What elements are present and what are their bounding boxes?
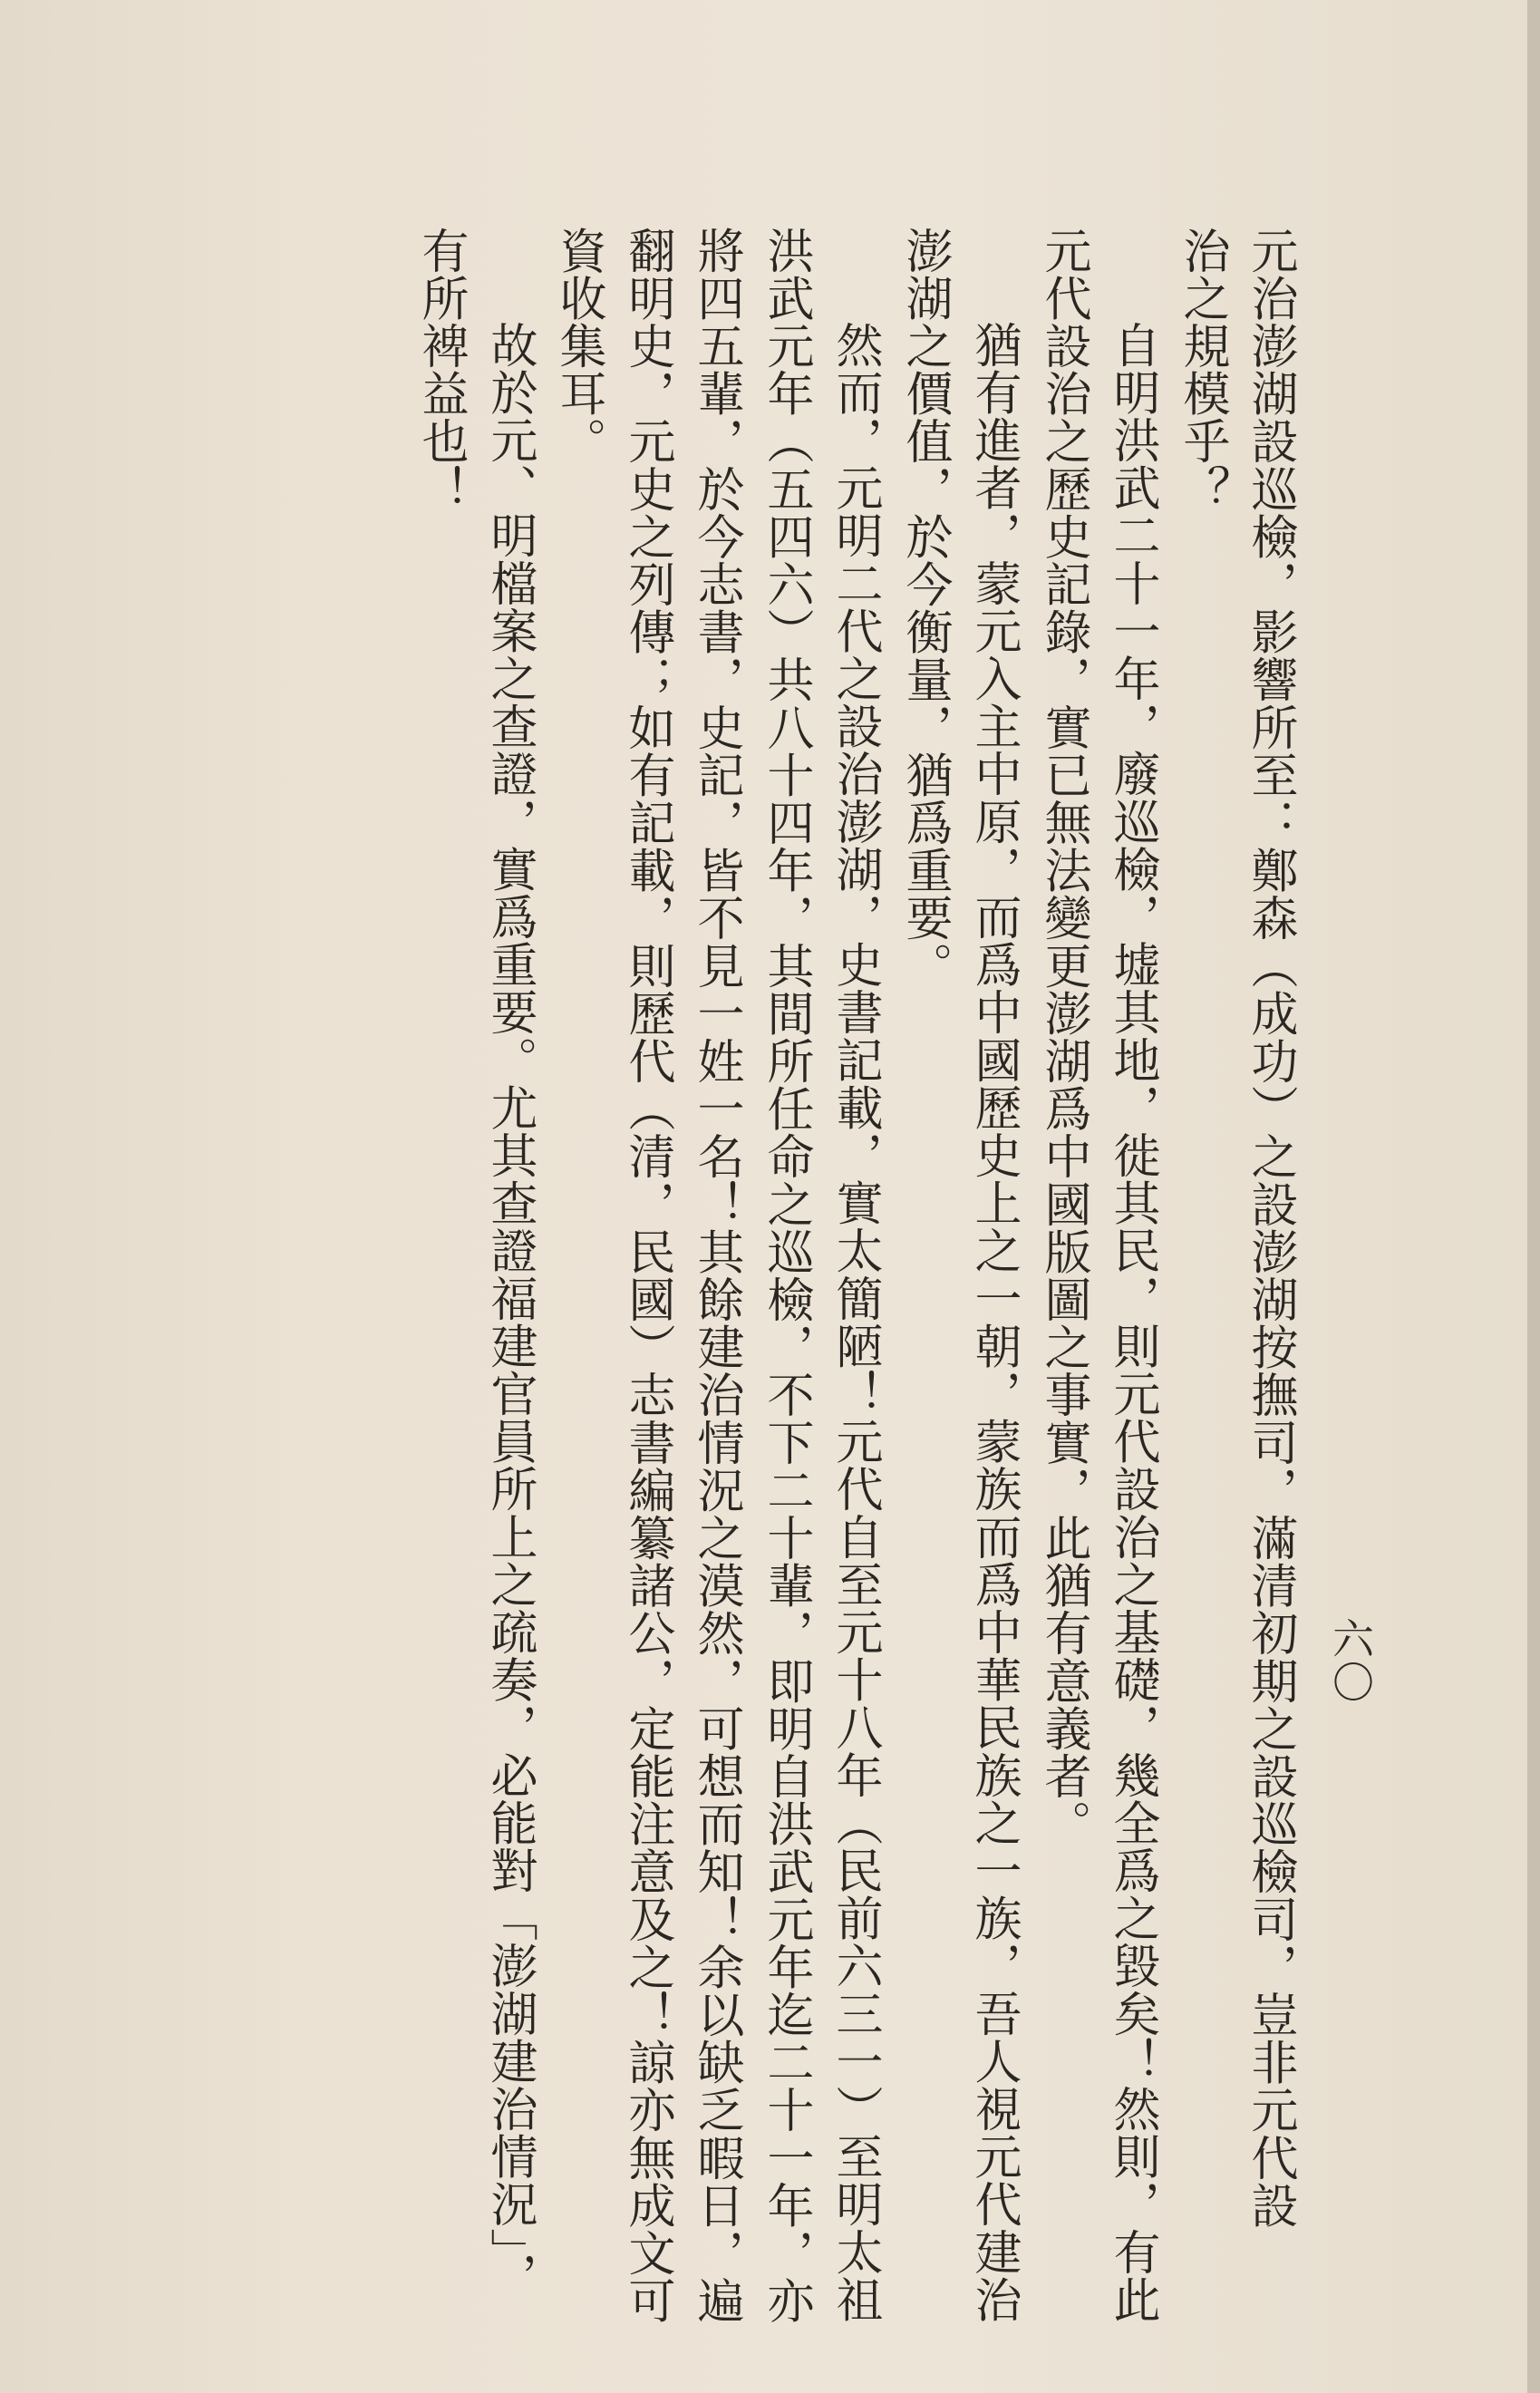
text-column-10: 翻明史，元史之列傳；如有記載，則歷代（清，民國）志書編纂諸公，定能注意及之！諒亦無成文可 — [620, 227, 674, 2325]
text-column-8: 洪武元年（五四六）共八十四年，其間所任命之巡檢，不下二十輩，即明自洪武元年迄二十一年，亦 — [759, 227, 813, 2325]
text-column-4: 元代設治之歷史記錄，實已無法變更澎湖爲中國版圖之事實，此猶有意義者。 — [1036, 227, 1090, 1848]
text-column-2: 治之規模乎？ — [1175, 227, 1229, 513]
vertical-text-block — [413, 227, 1305, 2325]
text-column-11: 資收集耳。 — [551, 227, 605, 465]
text-column-1: 元治澎湖設巡檢，影響所至：鄭森（成功）之設澎湖按撫司，滿清初期之設巡檢司，豈非元代設 — [1243, 227, 1297, 2230]
text-column-3: 自明洪武二十一年，廢巡檢，墟其地，徙其民，則元代設治之基礎，幾全爲之毀矣！然則，有此 — [1105, 321, 1159, 2324]
text-column-13: 有所裨益也！ — [413, 227, 468, 513]
text-column-6: 澎湖之價值，於今衡量，猶爲重要。 — [897, 227, 952, 990]
text-column-5: 猶有進者，蒙元入主中原，而爲中國歷史上之一朝，蒙族而爲中華民族之一族，吾人視元代建治 — [966, 321, 1021, 2324]
text-column-9: 將四五輩，於今志書，史記，皆不見一姓一名！其餘建治情況之漠然，可想而知！余以缺乏暇日，遍 — [689, 227, 743, 2325]
text-column-12: 故於元、明檔案之查證，實爲重要。尤其查證福建官員所上之疏奏，必能對「澎湖建治情況」， — [482, 321, 537, 2301]
text-column-7: 然而，元明二代之設治澎湖，史書記載，實太簡陋！元代自至元十八年（民前六三一）至明太祖 — [828, 321, 882, 2324]
page-number: 六〇 — [1326, 1617, 1375, 1704]
page-edge — [1527, 0, 1540, 2393]
